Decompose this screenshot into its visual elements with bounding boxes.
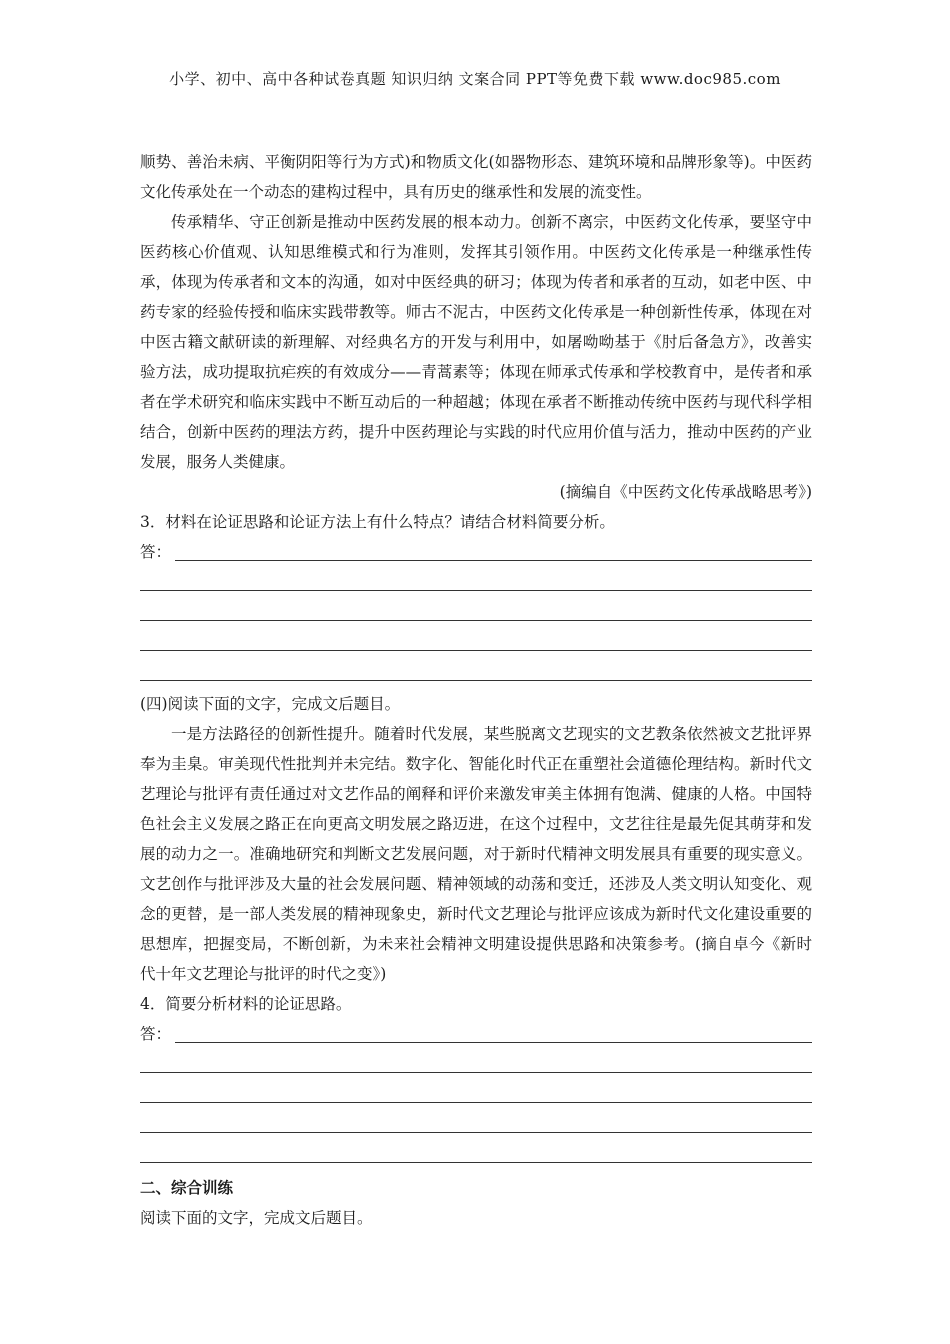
answer-line (175, 1042, 812, 1043)
section-heading: 二、综合训练 (140, 1178, 234, 1197)
section-instruction: 阅读下面的文字，完成文后题目。 (140, 1209, 373, 1227)
answer-label: 答： (140, 543, 172, 561)
answer-line[interactable] (140, 627, 812, 657)
passage-paragraph: 顺势、善治未病、平衡阴阳等行为方式)和物质文化(如器物形态、建筑环境和品牌形象等)。中医药文化传承处在一个动态的建构过程中，具有历史的继承性和发展的流变性。 (140, 153, 812, 201)
document-body (140, 147, 812, 1233)
answer-line[interactable] (140, 657, 812, 687)
answer-area-3[interactable] (140, 537, 812, 567)
passage-source: (摘编自《中医药文化传承战略思考》) (559, 483, 812, 501)
answer-area-4[interactable] (140, 1019, 812, 1049)
page-header: 小学、初中、高中各种试卷真题 知识归纳 文案合同 PPT等免费下载 www.doc985.com (169, 70, 781, 88)
answer-line[interactable] (140, 567, 812, 597)
answer-line[interactable] (140, 1109, 812, 1139)
passage-paragraph: 传承精华、守正创新是推动中医药发展的根本动力。创新不离宗，中医药文化传承，要坚守中医药核心价值观、认知思维模式和行为准则，发挥其引领作用。中医药文化传承是一种继承性传承，体现为传承者和文本的沟通，如对中医经典的研习；体现为传者和承者的互动，如老中医、中药专家的经验传授和临床实践带教等。师古不泥古，中医药文化传承是一种创新性传承，体现在对中医古籍文献研读的新理解、对经典名方的开发与利用中，如屠呦呦基于《肘后备急方》，改善实验方法，成功提取抗疟疾的有效成分——青蒿素等；体现在师承式传承和学校教育中，是传者和承者在学术研究和临床实践中不断互动后的一种超越；体现在承者不断推动传统中医药与现代科学相结合，创新中医药的理法方药，提升中医药理论与实践的时代应用价值与活力，推动中医药的产业发展，服务人类健康。 (140, 213, 812, 471)
answer-line[interactable] (140, 1049, 812, 1079)
answer-label: 答： (140, 1025, 172, 1043)
section-heading: (四)阅读下面的文字，完成文后题目。 (140, 695, 401, 713)
section4-paragraph: 一是方法路径的创新性提升。随着时代发展，某些脱离文艺现实的文艺教条依然被文艺批评界奉为圭臬。审美现代性批判并未完结。数字化、智能化时代正在重塑社会道德伦理结构。新时代文艺理论与批评有责任通过对文艺作品的阐释和评价来激发审美主体拥有饱满、健康的人格。中国特色社会主义发展之路正在向更高文明发展之路迈进，在这个过程中，文艺往往是最先促其萌芽和发展的动力之一。准确地研究和判断文艺发展问题，对于新时代精神文明发展具有重要的现实意义。文艺创作与批评涉及大量的社会发展问题、精神领域的动荡和变迁，还涉及人类文明认知变化、观念的更替，是一部人类发展的精神现象史，新时代文艺理论与批评应该成为新时代文化建设重要的思想库，把握变局，不断创新，为未来社会精神文明建设提供思路和决策参考。(摘自卓今《新时代十年文艺理论与批评的时代之变》) (140, 725, 812, 983)
question-3: 3．材料在论证思路和论证方法上有什么特点？请结合材料简要分析。 (140, 513, 615, 531)
question-4: 4．简要分析材料的论证思路。 (140, 995, 352, 1013)
answer-line[interactable] (140, 1139, 812, 1169)
answer-line[interactable] (140, 597, 812, 627)
answer-line (175, 560, 812, 561)
answer-line[interactable] (140, 1079, 812, 1109)
